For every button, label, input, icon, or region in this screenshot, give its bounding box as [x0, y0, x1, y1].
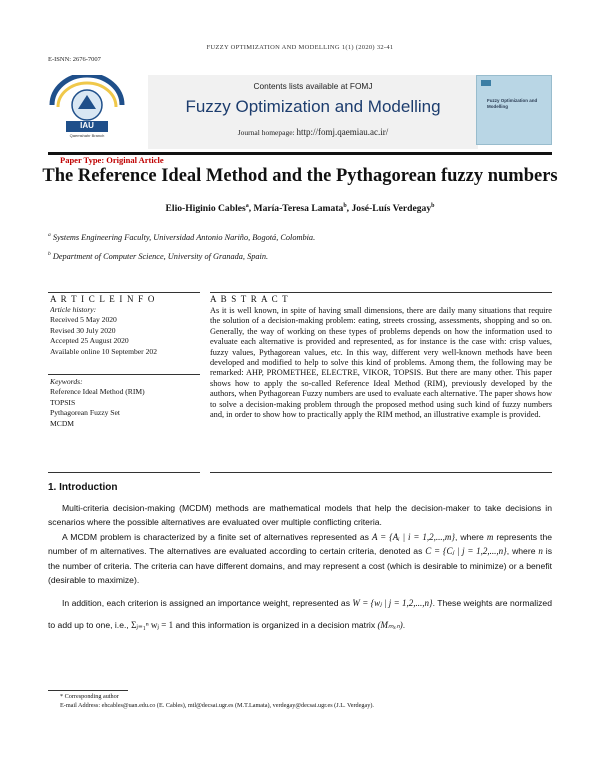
divider [48, 292, 200, 293]
weights-sum-formula: Σⱼ₌₁ⁿ wⱼ = 1 [131, 620, 174, 630]
intro-paragraph-1 [48, 501, 552, 530]
section-heading-introduction: 1. Introduction [48, 482, 118, 493]
footnote-rule [48, 690, 128, 691]
author-separator: , [346, 203, 352, 215]
journal-info-box [148, 75, 478, 149]
journal-title: Fuzzy Optimization and Modelling [185, 97, 441, 116]
set-criteria-formula: C = {Cⱼ | j = 1,2,...,n} [425, 546, 507, 557]
history-accepted: Accepted 25 August 2020 [50, 336, 129, 346]
logo-subtext: Qaemshahr Branch [69, 133, 105, 138]
weights-set-formula: W = {wⱼ | j = 1,2,...,n} [352, 598, 433, 608]
history-online: Available online 10 September 202 [50, 346, 157, 356]
homepage-link[interactable]: http://fomj.qaemiau.ac.ir/ [296, 127, 389, 137]
intro-paragraph-2 [48, 530, 552, 588]
paragraph-text: A MCDM problem is characterized by a finite set of alternatives represented as [62, 532, 372, 542]
journal-homepage [148, 127, 478, 137]
paragraph-text: is the number of criteria. The criteria can have different domains, and may represent a cost (which is desirable to minimize) or a benefit (desirable to maximize). [48, 546, 552, 586]
paragraph-text: represents the number of m alternatives. The alternatives are evaluated according to certain criteria, denoted as [48, 532, 552, 557]
math-symbol-m: m [486, 532, 494, 542]
keywords-label: Keywords: [50, 377, 83, 386]
affil-mark: a [48, 232, 51, 238]
footnote-emails: E-mail Address: ehcables@uan.edu.co (E. Cables), mtl@decsai.ugr.es (M.T.Lamata), verdegay@decsai.ugr.es (J.L. Verdegay). [60, 702, 374, 709]
university-logo [48, 75, 126, 143]
keyword: MCDM [50, 418, 75, 428]
paragraph-text: , where [454, 532, 487, 542]
affiliation-a [48, 232, 315, 242]
article-info-heading: A R T I C L E I N F O [50, 294, 156, 304]
affiliation-b [48, 251, 268, 261]
footnote-corresponding: * Corresponding author [60, 693, 119, 700]
author-affil-mark: b [343, 203, 347, 209]
set-alternatives-formula: A = {Aᵢ | i = 1,2,...,m} [371, 532, 455, 542]
paragraph-text: and this information is organized in a decision matrix [173, 620, 378, 630]
decision-matrix-formula: (Mₘₓₙ) [377, 620, 403, 630]
article-history [50, 305, 202, 357]
affil-text: Systems Engineering Faculty, Universidad Antonio Nariño, Bogotá, Colombia. [52, 232, 316, 242]
paragraph-text: In addition, each criterion is assigned an importance weight, represented as [62, 598, 353, 608]
homepage-label: Journal homepage: [237, 128, 295, 137]
keyword: Reference Ideal Method (RIM) [50, 387, 145, 397]
paragraph-text: . These weights are normalized to add up to one, i.e., [48, 598, 552, 630]
author-name: María-Teresa Lamata [253, 203, 344, 215]
history-revised: Revised 30 July 2020 [50, 325, 116, 335]
running-head: FUZZY OPTIMIZATION AND MODELLING 1(1) (2020) 32-41 [206, 44, 394, 51]
abstract-text: As it is well known, in spite of having small dimensions, there are daily many situations that require the solution of a decision-making problem: eating, streets crossing, assessments, shopping and so on. Generally, the way of working on these types of problems depends on how the information used to evaluate each alternative is provided and represented, as for instance is the case with: crisp values, fuzzy values, Pythagorean values, etc. In this way, different very well-known methods have been developed and modified to help to solve this kind of problems. Among them, the following may be remarked: AHP, PROMETHEE, ELECTRE, VIKOR, TOPSIS. But there are many other. This paper shows how to apply the so-called Reference Ideal Method (RIM), previously developed by the authors, when Pythagorean Fuzzy numbers are used to evaluate each alternative. The paper shows how to solve a decision-making problem through the proposed method using such kind of fuzzy numbers and, in order to show how to practically apply the RIM method, an illustrative example is provided. [210, 306, 552, 420]
author-separator: , [248, 203, 254, 215]
contents-line: Contents lists available at FOMJ [253, 81, 373, 91]
paragraph-text: Multi-criteria decision-making (MCDM) methods are mathematical models that help the decision-maker to take decisions in scenarios where the possible alternatives are evaluated over multiple conflicting criteria. [48, 503, 552, 528]
abstract-heading: A B S T R A C T [210, 294, 289, 304]
divider [48, 472, 200, 473]
divider [210, 472, 552, 473]
author-affil-mark: b [431, 203, 435, 209]
author-affil-mark: a [245, 203, 249, 209]
divider [210, 292, 552, 293]
paper-type: Paper Type: Original Article [60, 155, 164, 165]
cover-title: Fuzzy Optimization and Modelling [487, 98, 538, 109]
history-received: Received 5 May 2020 [50, 315, 117, 325]
paper-title: The Reference Ideal Method and the Pythagorean fuzzy numbers [42, 166, 558, 186]
author-name: José-Luís Verdegay [351, 203, 432, 215]
author-list [0, 203, 600, 214]
eissn-label: E-ISNN: 2676-7007 [48, 56, 101, 63]
affil-mark: b [48, 251, 51, 257]
logo-text: IAU [80, 121, 94, 130]
paragraph-text: . [402, 620, 406, 630]
intro-paragraph-3 [48, 592, 552, 636]
author-name: Elio-Higinio Cables [165, 203, 246, 215]
math-symbol-n: n [538, 546, 543, 557]
history-label: Article history: [50, 305, 97, 314]
journal-masthead [48, 75, 552, 149]
keywords [50, 377, 202, 429]
affil-text: Department of Computer Science, University of Granada, Spain. [52, 251, 269, 261]
journal-cover [476, 75, 552, 145]
paragraph-text: , where [506, 546, 539, 557]
keyword: Pythagorean Fuzzy Set [50, 408, 121, 418]
keyword: TOPSIS [50, 397, 76, 407]
divider [48, 374, 200, 375]
cover-logo-icon [481, 80, 491, 86]
